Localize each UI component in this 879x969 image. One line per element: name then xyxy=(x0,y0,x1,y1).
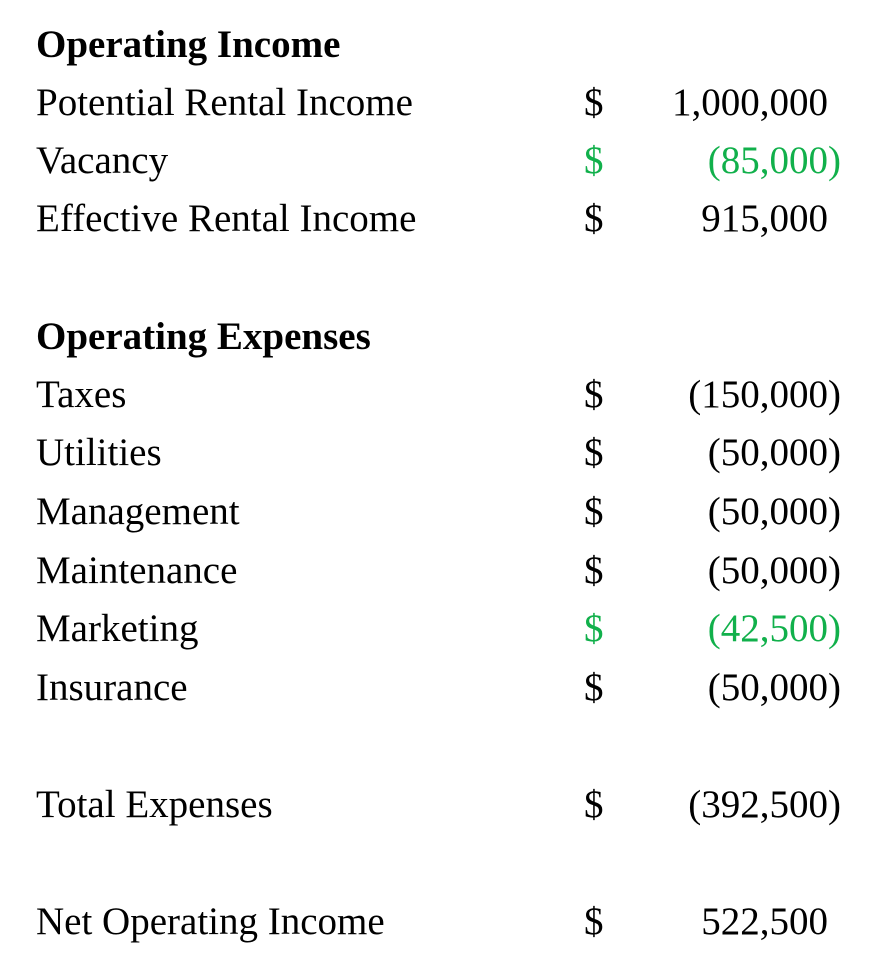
currency-symbol: $ xyxy=(584,197,604,240)
net-operating-income-amount: 522,500 xyxy=(701,900,828,943)
expense-amount: (50,000) xyxy=(707,666,841,709)
currency-symbol: $ xyxy=(584,549,604,592)
currency-symbol: $ xyxy=(584,607,604,650)
total-expenses-amount: (392,500) xyxy=(688,783,841,826)
currency-symbol: $ xyxy=(584,490,604,533)
expense-amount: (50,000) xyxy=(707,549,841,592)
net-operating-income-label: Net Operating Income xyxy=(36,900,385,943)
expense-amount: (50,000) xyxy=(707,431,841,474)
operating-income-heading-row xyxy=(0,16,879,74)
expense-row-marketing xyxy=(0,600,879,658)
total-expenses-label: Total Expenses xyxy=(36,783,273,826)
potential-rental-income-label: Potential Rental Income xyxy=(36,81,413,124)
expense-amount: (150,000) xyxy=(688,373,841,416)
expense-label: Taxes xyxy=(36,373,127,416)
expense-row-taxes xyxy=(0,366,879,424)
expense-row-insurance xyxy=(0,659,879,717)
expense-label: Maintenance xyxy=(36,549,238,592)
currency-symbol: $ xyxy=(584,81,604,124)
expense-row-utilities xyxy=(0,424,879,482)
expense-label: Insurance xyxy=(36,666,188,709)
expense-label: Management xyxy=(36,490,240,533)
total-expenses-row xyxy=(0,776,879,834)
vacancy-label: Vacancy xyxy=(36,139,169,182)
effective-rental-income-label: Effective Rental Income xyxy=(36,197,417,240)
effective-rental-income-amount: 915,000 xyxy=(701,197,828,240)
currency-symbol: $ xyxy=(584,139,604,182)
operating-expenses-heading: Operating Expenses xyxy=(36,315,371,358)
currency-symbol: $ xyxy=(584,666,604,709)
currency-symbol: $ xyxy=(584,900,604,943)
expense-row-maintenance xyxy=(0,542,879,600)
vacancy-row xyxy=(0,132,879,190)
expense-label: Utilities xyxy=(36,431,162,474)
currency-symbol: $ xyxy=(584,783,604,826)
expense-row-management xyxy=(0,483,879,541)
net-operating-income-row xyxy=(0,893,879,951)
currency-symbol: $ xyxy=(584,373,604,416)
operating-expenses-heading-row xyxy=(0,308,879,366)
expense-label: Marketing xyxy=(36,607,199,650)
potential-rental-income-amount: 1,000,000 xyxy=(672,81,828,124)
expense-amount: (42,500) xyxy=(707,607,841,650)
vacancy-amount: (85,000) xyxy=(707,139,841,182)
operating-income-heading: Operating Income xyxy=(36,23,341,66)
potential-rental-income-row xyxy=(0,74,879,132)
effective-rental-income-row xyxy=(0,190,879,248)
expense-amount: (50,000) xyxy=(707,490,841,533)
currency-symbol: $ xyxy=(584,431,604,474)
